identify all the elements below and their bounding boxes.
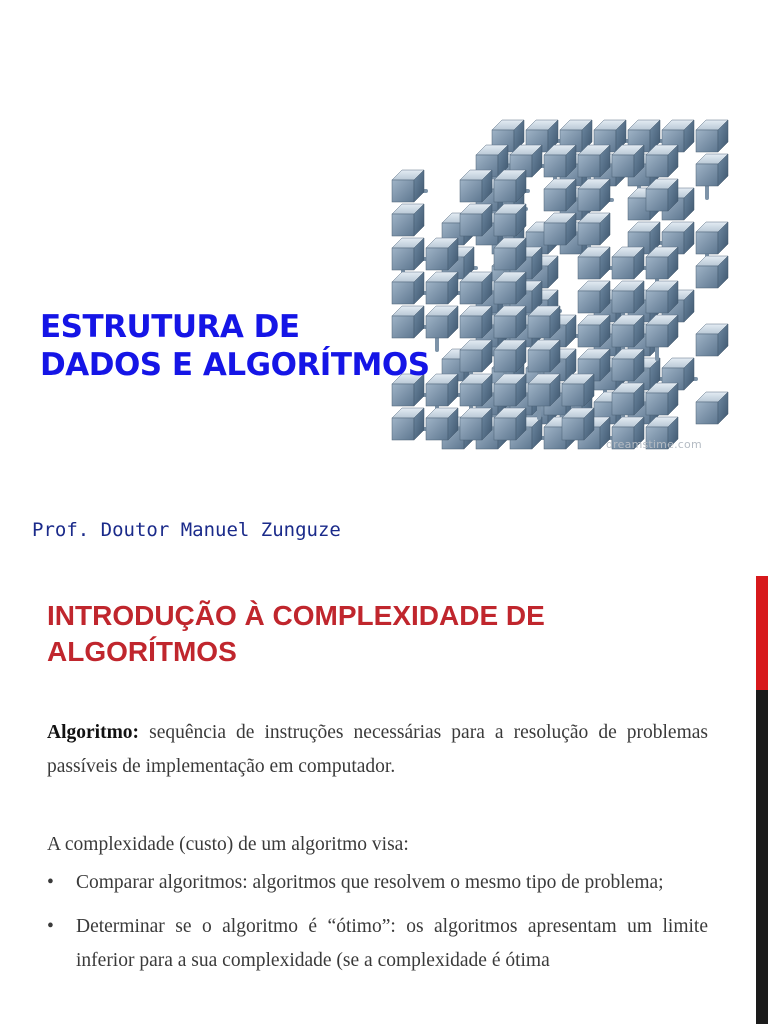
cube-block [392, 408, 424, 440]
cube-block [392, 272, 424, 304]
title-line-1: ESTRUTURA DE [40, 309, 300, 345]
cube-block [426, 374, 458, 406]
cube-block [460, 340, 492, 372]
bullet-item: • Comparar algoritmos: algoritmos que resolvem o mesmo tipo de problema; [47, 866, 708, 900]
cube-block [696, 324, 728, 356]
slide-title-line-2: ALGORÍTMOS [47, 636, 237, 667]
bullet-list [47, 866, 708, 978]
author-name: Prof. Doutor Manuel Zunguze [32, 519, 341, 541]
intro-paragraph: A complexidade (custo) de um algoritmo visa: [47, 834, 409, 855]
definition-text: sequência de instruções necessárias para a resolução de problemas passíveis de implementação em computador. [47, 722, 708, 777]
accent-bar-dark [756, 690, 768, 1024]
cube-block [696, 222, 728, 254]
bullet-item: • Determinar se o algoritmo é “ótimo”: os algoritmos apresentam um limite inferior para a sua complexidade (se a complexidade é ótima [47, 910, 708, 978]
title-line-2: DADOS E ALGORÍTMOS [40, 347, 430, 383]
cube-block [392, 170, 424, 202]
cube-block [426, 306, 458, 338]
cube-block [696, 120, 728, 152]
content-slide [0, 576, 768, 1024]
cube-block [696, 256, 728, 288]
slide-title-line-1: INTRODUÇÃO À COMPLEXIDADE DE [47, 600, 545, 631]
cube-lattice-image [372, 100, 742, 460]
watermark-text: dreamstime.com [606, 438, 702, 451]
slide-body [47, 716, 708, 988]
slide-title [47, 598, 727, 670]
definition-term: Algoritmo: [47, 722, 140, 743]
cube-block [426, 272, 458, 304]
cube-block [612, 247, 644, 279]
cube-block [696, 154, 728, 186]
cube-block [696, 392, 728, 424]
accent-bar-red [756, 576, 768, 690]
definition-paragraph [47, 716, 708, 784]
presentation-title [40, 308, 430, 384]
cube-block [392, 204, 424, 236]
cube-block [392, 238, 424, 270]
